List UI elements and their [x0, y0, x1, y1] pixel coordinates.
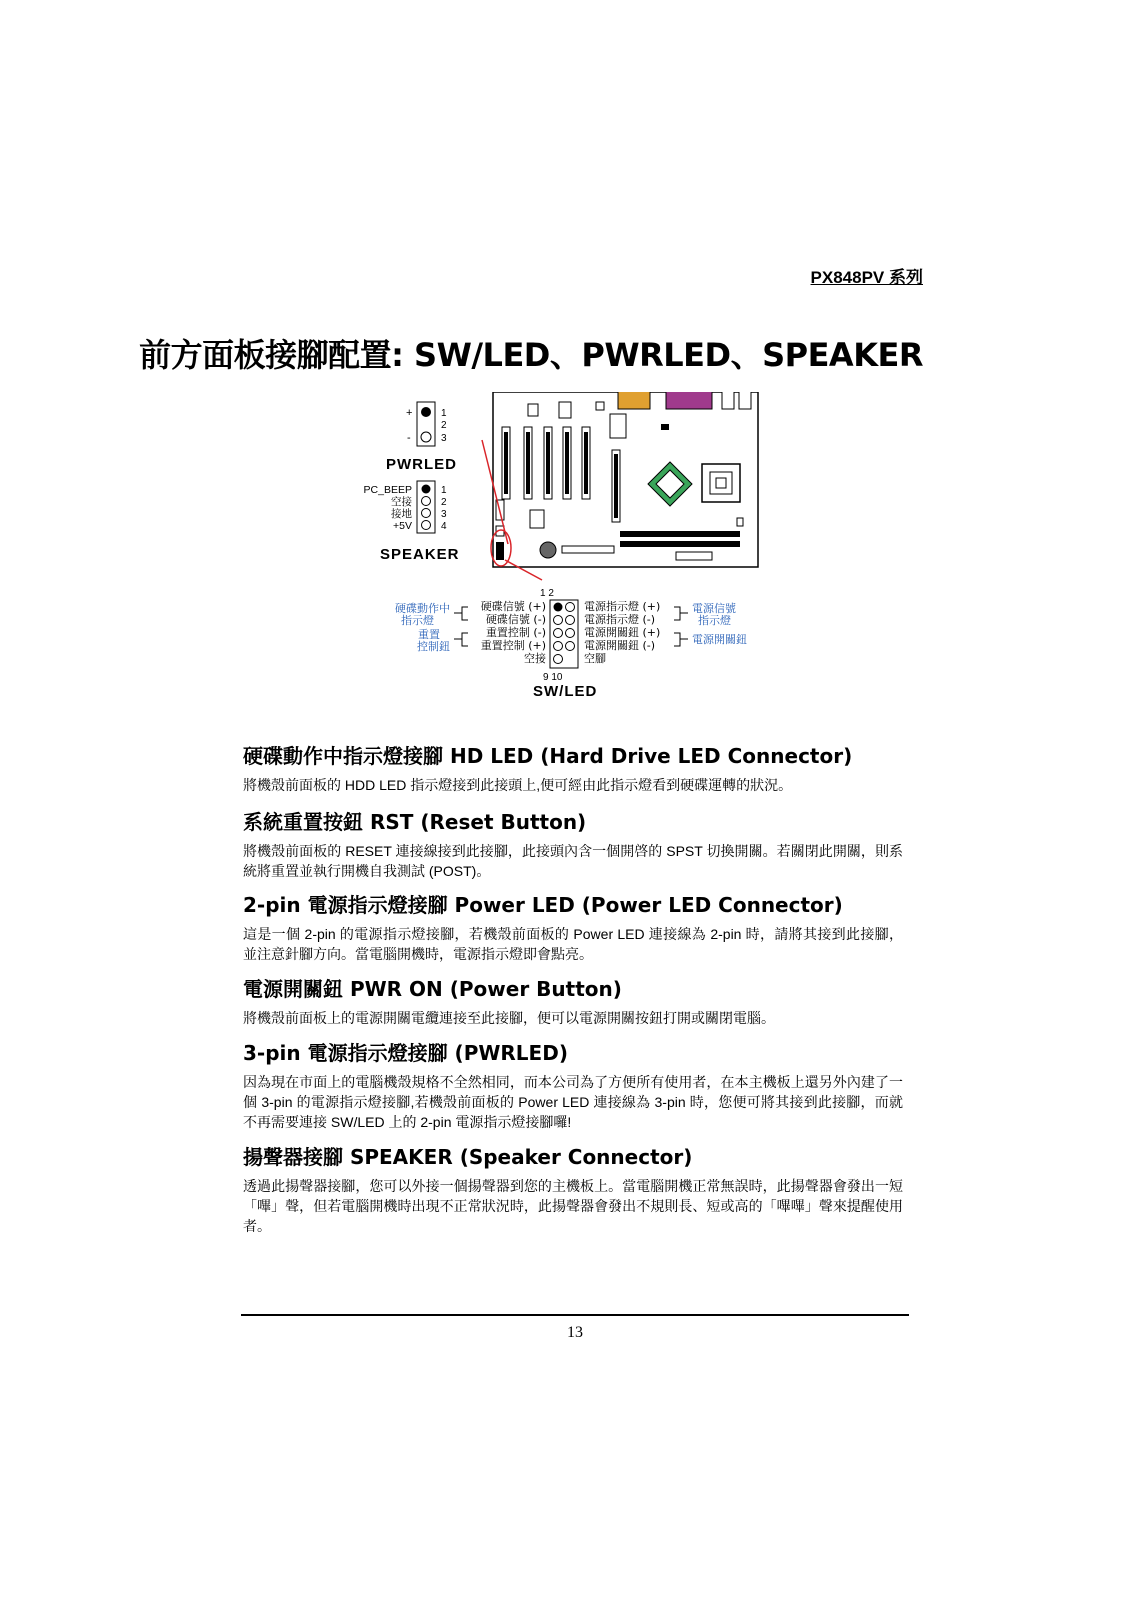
- swled-connector: [395, 588, 747, 700]
- swled-label: SW/LED: [533, 683, 598, 700]
- swled-left-pin-5: 空接: [524, 652, 546, 665]
- pwrled-pin-2: 2: [441, 420, 447, 431]
- swled-right-pin-5: 空腳: [584, 652, 606, 665]
- section-body: 將機殼前面板上的電源開關電纜連接至此接腳，便可以電源開關按鈕打開或關閉電腦。: [243, 1010, 775, 1026]
- swled-right-group-2-line-1: 電源開關鈕: [692, 633, 747, 646]
- swled-right-group-1-line-2: 指示燈: [698, 614, 731, 627]
- speaker-pin-3: 3: [441, 509, 447, 520]
- motherboard-illustration: [482, 392, 758, 580]
- speaker-pin-label-4: +5V: [393, 520, 412, 532]
- section-body: 因為現在市面上的電腦機殼規格不全然相同，而本公司為了方便所有使用者，在本主機板上還另外內建了一個 3-pin 的電源指示燈接腳,若機殼前面板的 Power LED 連接線為 3-pin 時，您便可將其接到此接腳，而就不再需要連接 SW/LED 上的 2-pin 電源指示燈接腳囉!: [243, 1074, 903, 1130]
- swled-left-group-2-line-1: 重置: [418, 628, 440, 641]
- page-title: 前方面板接腳配置: SW/LED、PWRLED、SPEAKER: [139, 336, 923, 374]
- series-header: PX848PV 系列: [810, 268, 923, 287]
- section-title: 電源開關鈕 PWR ON (Power Button): [243, 977, 622, 1001]
- section-power-button: [243, 973, 903, 1028]
- swled-right-pin-1: 電源指示燈 (+): [584, 600, 661, 613]
- front-panel-diagram: [330, 392, 810, 722]
- swled-left-group-1-line-2: 指示燈: [401, 614, 434, 627]
- speaker-pin-label-1: PC_BEEP: [363, 484, 412, 496]
- swled-left-group-1-line-1: 硬碟動作中: [395, 602, 450, 615]
- pwrled-polarity-plus: +: [406, 407, 413, 419]
- section-speaker: [243, 1141, 903, 1236]
- speaker-connector: [364, 481, 460, 563]
- swled-bottom-pins: 9 10: [543, 672, 563, 683]
- section-title: 2-pin 電源指示燈接腳 Power LED (Power LED Connector): [243, 893, 843, 917]
- section-body: 將機殼前面板的 RESET 連接線接到此接腳，此接頭內含一個開啓的 SPST 切換開關。若關閉此開關，則系統將重置並執行開機自我測試 (POST)。: [243, 843, 903, 879]
- section-title: 硬碟動作中指示燈接腳 HD LED (Hard Drive LED Connector): [243, 744, 853, 768]
- section-body: 這是一個 2-pin 的電源指示燈接腳，若機殼前面板的 Power LED 連接線為 2-pin 時，請將其接到此接腳，並注意針腳方向。當電腦開機時，電源指示燈即會點亮。: [243, 926, 903, 962]
- pwrled-label: PWRLED: [386, 456, 457, 473]
- section-title: 3-pin 電源指示燈接腳 (PWRLED): [243, 1041, 568, 1065]
- section-reset-button: [243, 806, 903, 881]
- swled-right-pin-4: 電源開關鈕 (-): [584, 639, 656, 652]
- page-number: 13: [567, 1324, 583, 1341]
- pwrled-polarity-minus: -: [407, 432, 411, 444]
- section-title: 揚聲器接腳 SPEAKER (Speaker Connector): [243, 1145, 693, 1169]
- pwrled-pin-1: 1: [441, 408, 447, 419]
- swled-top-pins: 1 2: [540, 588, 554, 599]
- section-hdd-led: [243, 740, 903, 795]
- swled-left-group-2-line-2: 控制鈕: [417, 640, 450, 653]
- section-body: 透過此揚聲器接腳，您可以外接一個揚聲器到您的主機板上。當電腦開機正常無誤時，此揚聲器會發出一短「嗶」聲，但若電腦開機時出現不正常狀況時，此揚聲器會發出不規則長、短或高的「嗶嗶」聲來提醒使用者。: [243, 1178, 903, 1234]
- speaker-label: SPEAKER: [380, 546, 460, 563]
- swled-left-pin-3: 重置控制 (-): [485, 626, 546, 639]
- swled-left-pin-1: 硬碟信號 (+): [480, 600, 546, 613]
- swled-right-group-1-line-1: 電源信號: [692, 602, 736, 615]
- footer-divider: [241, 1314, 909, 1316]
- swled-left-pin-4: 重置控制 (+): [480, 639, 546, 652]
- swled-right-pin-2: 電源指示燈 (-): [584, 613, 656, 626]
- speaker-pin-4: 4: [441, 521, 447, 532]
- speaker-pin-label-3: 接地: [391, 508, 412, 520]
- section-title: 系統重置按鈕 RST (Reset Button): [243, 810, 587, 834]
- section-pwrled-3pin: [243, 1037, 903, 1132]
- section-power-led-2pin: [243, 889, 903, 964]
- speaker-pin-2: 2: [441, 497, 447, 508]
- speaker-pin-label-2: 空接: [391, 496, 412, 508]
- speaker-pin-1: 1: [441, 485, 447, 496]
- swled-right-pin-3: 電源開關鈕 (+): [584, 626, 661, 639]
- pwrled-pin-3: 3: [441, 433, 447, 444]
- section-body: 將機殼前面板的 HDD LED 指示燈接到此接頭上,便可經由此指示燈看到硬碟運轉的狀況。: [243, 777, 793, 793]
- swled-left-pin-2: 硬碟信號 (-): [485, 613, 546, 626]
- pwrled-connector: [386, 402, 457, 473]
